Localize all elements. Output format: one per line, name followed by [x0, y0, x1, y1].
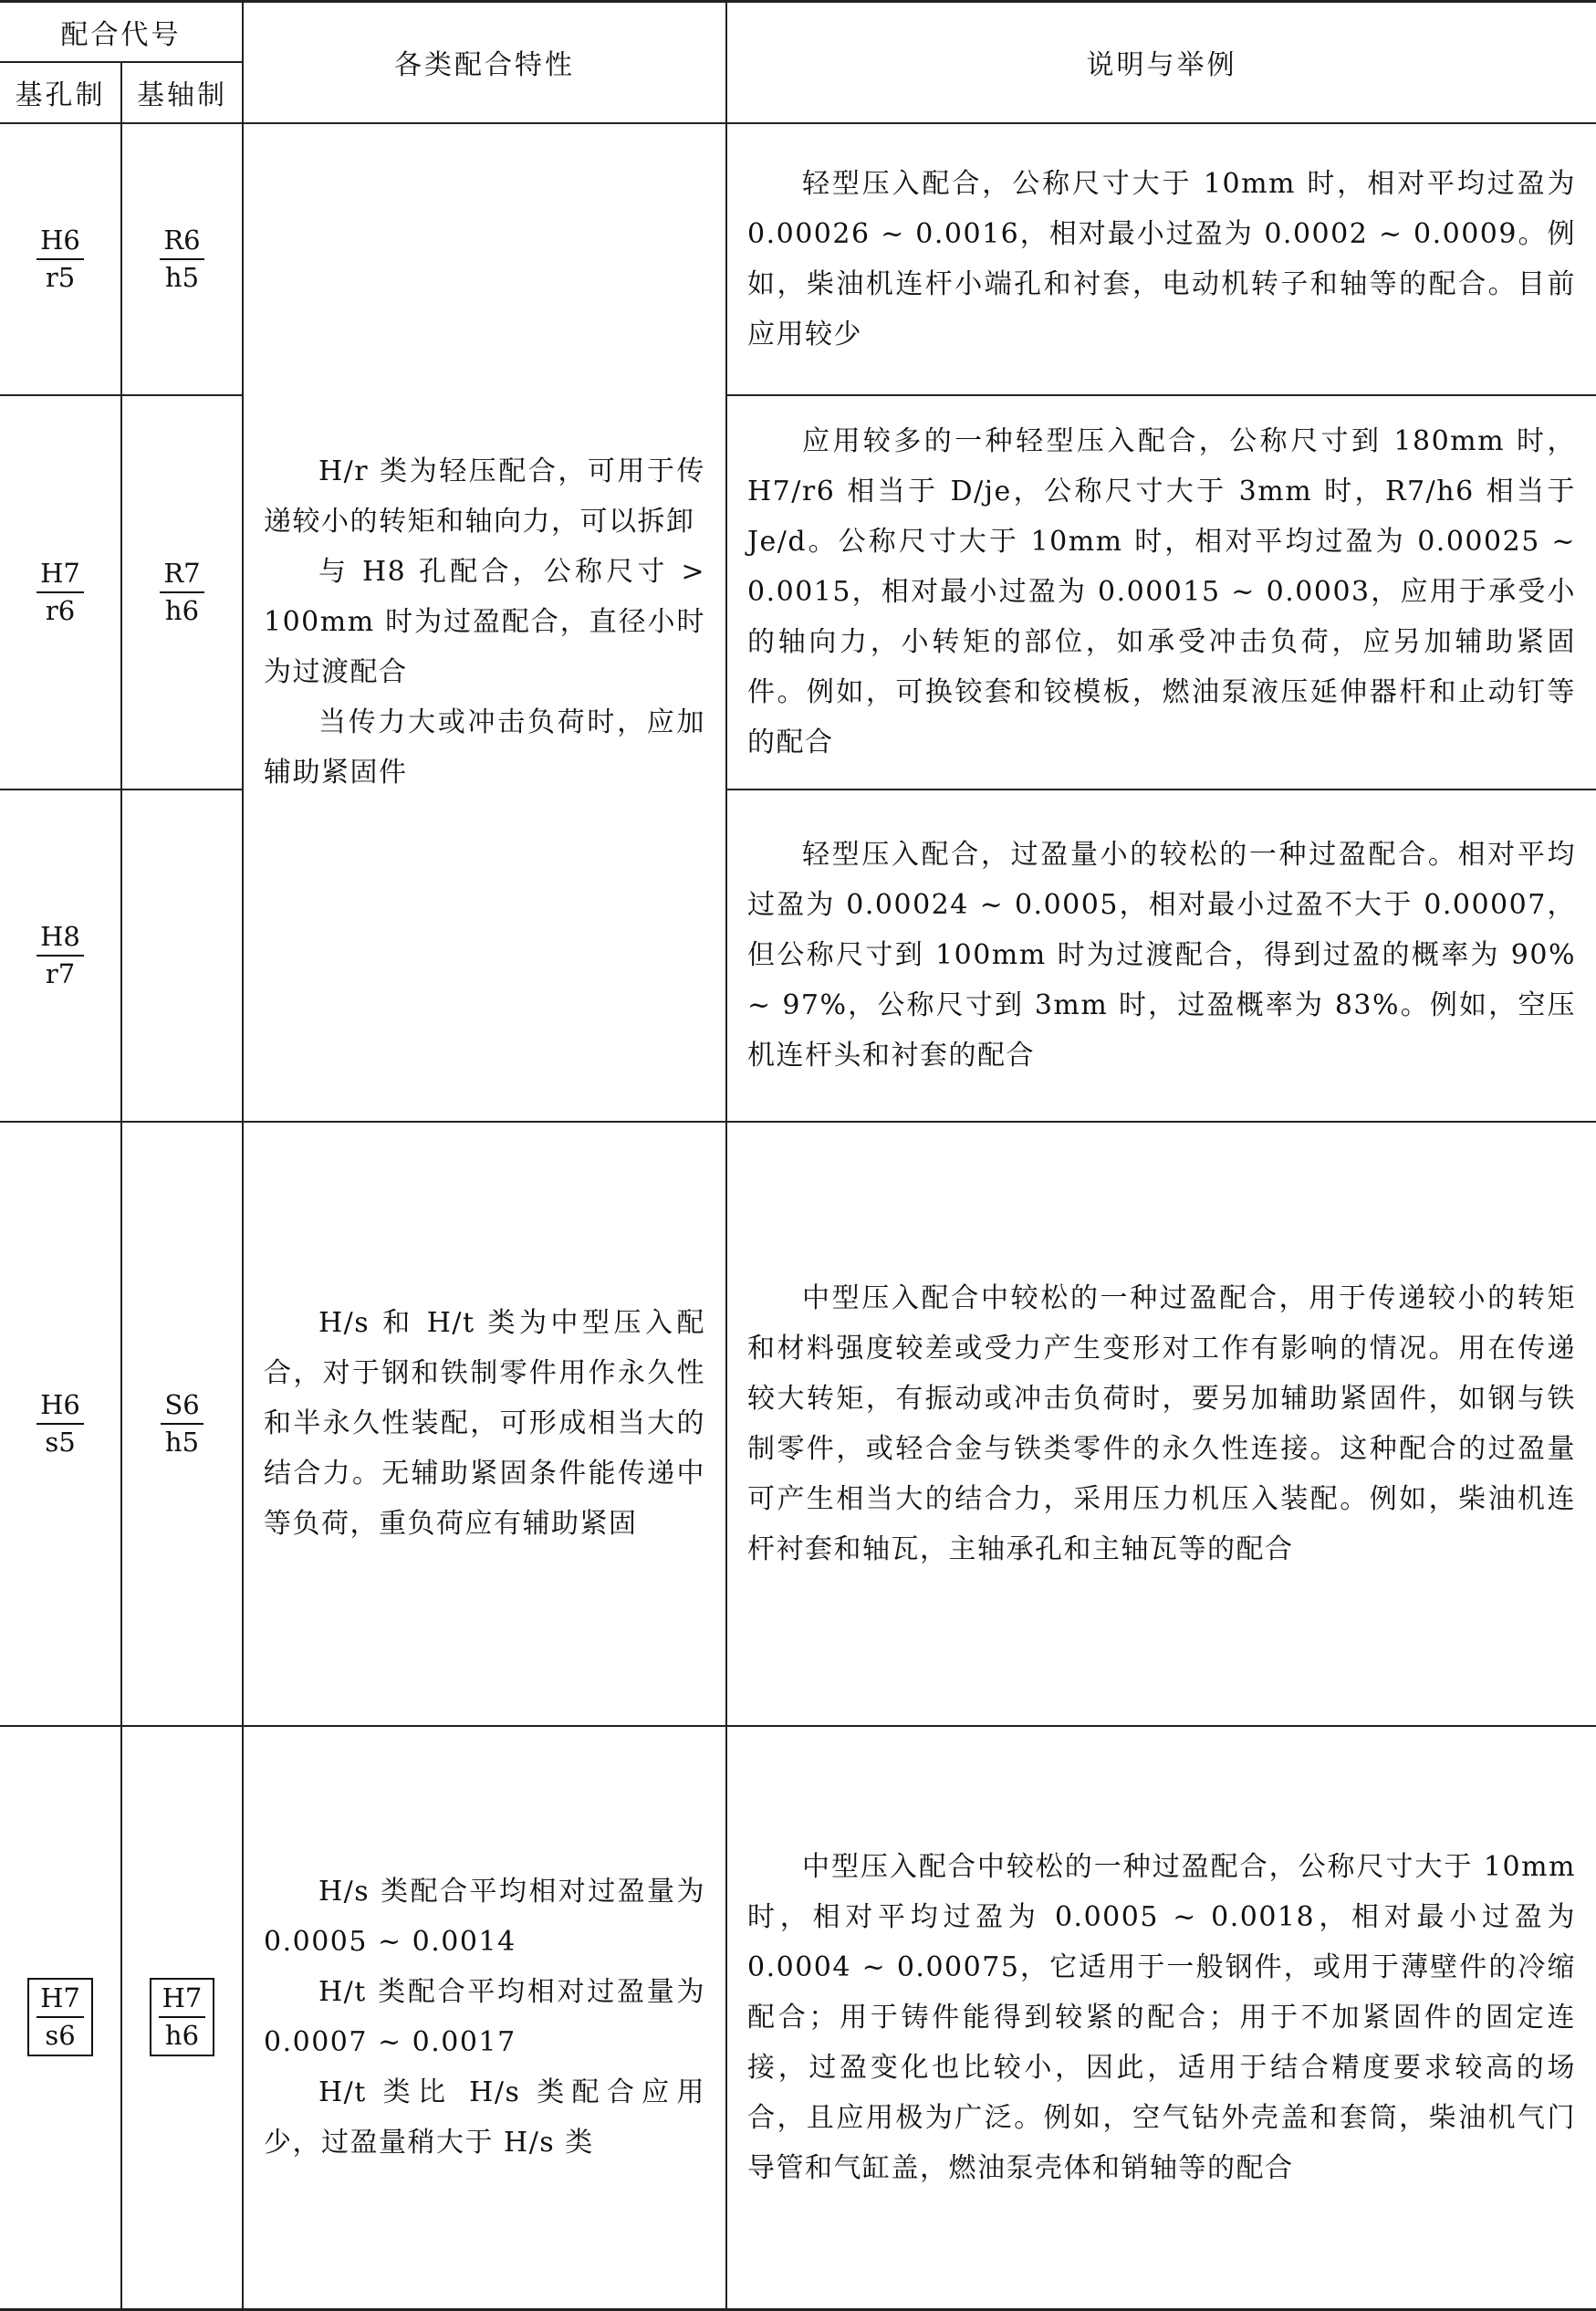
fraction-denominator: h5 [164, 1426, 200, 1458]
description-paragraph: 应用较多的一种轻型压入配合，公称尺寸到 180mm 时，H7/r6 相当于 D/je，公称尺寸大于 3mm 时，R7/h6 相当于 Je/d。公称尺寸大于 10mm 时，相对平均过盈为 0.00025 ~ 0.0015，相对最小过盈为 0.00015 ~ 0.0003，应用于承受小的轴向力，小转矩的部位，如承受冲击负荷，应另加辅助紧固件。例如，可换铰套和铰模板，燃油泵液压延伸器杆和止动钉等的配合 [747, 425, 1576, 758]
table-row [0, 395, 1596, 790]
fraction-numerator: S6 [161, 1392, 203, 1425]
fraction-numerator: H8 [37, 924, 84, 957]
table-row [0, 123, 1596, 395]
fraction-numerator: R6 [160, 227, 203, 260]
fraction-numerator: R7 [160, 560, 203, 593]
characteristics-cell [243, 123, 726, 1122]
characteristics-paragraph: H/t 类配合平均相对过盈量为 0.0007 ~ 0.0017 [264, 1976, 705, 2059]
shaft-basis-cell-empty [121, 790, 243, 1122]
fraction-numerator: H7 [37, 560, 84, 593]
fit-fraction [37, 224, 84, 293]
description-paragraph: 中型压入配合中较松的一种过盈配合，公称尺寸大于 10mm 时，相对平均过盈为 0.0005 ~ 0.0018，相对最小过盈为 0.0004 ~ 0.00075，它适用于一般钢件，或用于薄壁件的冷缩配合；用于铸件能得到较紧的配合；用于不加紧固件的固定连接，过盈变化也比较小，因此，适用于结合精度要求较高的场合，且应用极为广泛。例如，空气钻外壳盖和套筒，柴油机气门导管和气缸盖，燃油泵壳体和销轴等的配合 [747, 1850, 1576, 2184]
fraction-denominator: h6 [164, 2020, 200, 2052]
shaft-basis-cell [121, 1122, 243, 1726]
fraction-denominator: h5 [164, 261, 200, 293]
header-description: 说明与举例 [726, 2, 1596, 123]
fraction-denominator: r7 [45, 957, 76, 989]
description-paragraph: 轻型压入配合，公称尺寸大于 10mm 时，相对平均过盈为 0.00026 ~ 0.0016，相对最小过盈为 0.0002 ~ 0.0009。例如，柴油机连杆小端孔和衬套，电动机转子和轴等的配合。目前应用较少 [747, 167, 1576, 350]
fit-fraction [37, 557, 84, 626]
fraction-denominator: s5 [45, 1426, 76, 1458]
shaft-basis-cell [121, 123, 243, 395]
fraction-numerator: H7 [159, 1985, 206, 2018]
hole-basis-cell [0, 395, 121, 790]
fraction-denominator: s6 [45, 2020, 76, 2052]
fraction-denominator: h6 [164, 594, 200, 626]
characteristics-cell [243, 1726, 726, 2310]
characteristics-paragraph: 当传力大或冲击负荷时，应加辅助紧固件 [264, 706, 705, 789]
hole-basis-cell [0, 123, 121, 395]
description-cell [726, 1122, 1596, 1726]
characteristics-paragraph: H/t 类比 H/s 类配合应用少，过盈量稍大于 H/s 类 [264, 2076, 705, 2159]
description-paragraph: 轻型压入配合，过盈量小的较松的一种过盈配合。相对平均过盈为 0.00024 ~ 0.0005，相对最小过盈不大于 0.00007，但公称尺寸到 100mm 时为过渡配合，得到过盈的概率为 90% ~ 97%，公称尺寸到 3mm 时，过盈概率为 83%。例如，空压机连杆头和衬套的配合 [747, 839, 1576, 1072]
table-row [0, 1122, 1596, 1726]
header-hole-basis: 基孔制 [0, 62, 121, 123]
description-cell [726, 1726, 1596, 2310]
fit-fraction [37, 1388, 84, 1458]
header-row-top [0, 2, 1596, 62]
hole-basis-cell [0, 1726, 121, 2310]
header-characteristics: 各类配合特性 [243, 2, 726, 123]
characteristics-paragraph: H/r 类为轻压配合，可用于传递较小的转矩和轴向力，可以拆卸 [264, 455, 705, 538]
header-fit-code: 配合代号 [0, 2, 243, 62]
fraction-numerator: H6 [37, 1392, 84, 1425]
table-row [0, 1726, 1596, 2310]
shaft-basis-cell [121, 1726, 243, 2310]
fit-fraction [37, 920, 84, 989]
characteristics-paragraph: H/s 类配合平均相对过盈量为 0.0005 ~ 0.0014 [264, 1876, 705, 1959]
hole-basis-cell [0, 790, 121, 1122]
header-shaft-basis: 基轴制 [121, 62, 243, 123]
characteristics-paragraph: H/s 和 H/t 类为中型压入配合，对于钢和铁制零件用作永久性和半永久性装配，可形成相当大的结合力。无辅助紧固条件能传递中等负荷，重负荷应有辅助紧固 [264, 1307, 705, 1540]
description-cell [726, 790, 1596, 1122]
fit-fraction-boxed [27, 1978, 93, 2056]
fraction-numerator: H6 [37, 227, 84, 260]
fit-fraction-boxed [150, 1978, 215, 2056]
fraction-denominator: r6 [45, 594, 76, 626]
description-cell [726, 123, 1596, 395]
shaft-basis-cell [121, 395, 243, 790]
description-cell [726, 395, 1596, 790]
fit-fraction [160, 224, 203, 293]
characteristics-cell [243, 1122, 726, 1726]
table-row [0, 790, 1596, 1122]
fraction-denominator: r5 [45, 261, 76, 293]
hole-basis-cell [0, 1122, 121, 1726]
fraction-numerator: H7 [37, 1985, 84, 2018]
fit-fraction [160, 557, 203, 626]
characteristics-paragraph: 与 H8 孔配合，公称尺寸 > 100mm 时为过盈配合，直径小时为过渡配合 [264, 556, 705, 688]
description-paragraph: 中型压入配合中较松的一种过盈配合，用于传递较小的转矩和材料强度较差或受力产生变形对工作有影响的情况。用在传递较大转矩，有振动或冲击负荷时，要另加辅助紧固件，如钢与铁制零件，或轻合金与铁类零件的永久性连接。这种配合的过盈量可产生相当大的结合力，采用压力机压入装配。例如，柴油机连杆衬套和轴瓦，主轴承孔和主轴瓦等的配合 [747, 1281, 1576, 1565]
fit-fraction [161, 1388, 203, 1458]
